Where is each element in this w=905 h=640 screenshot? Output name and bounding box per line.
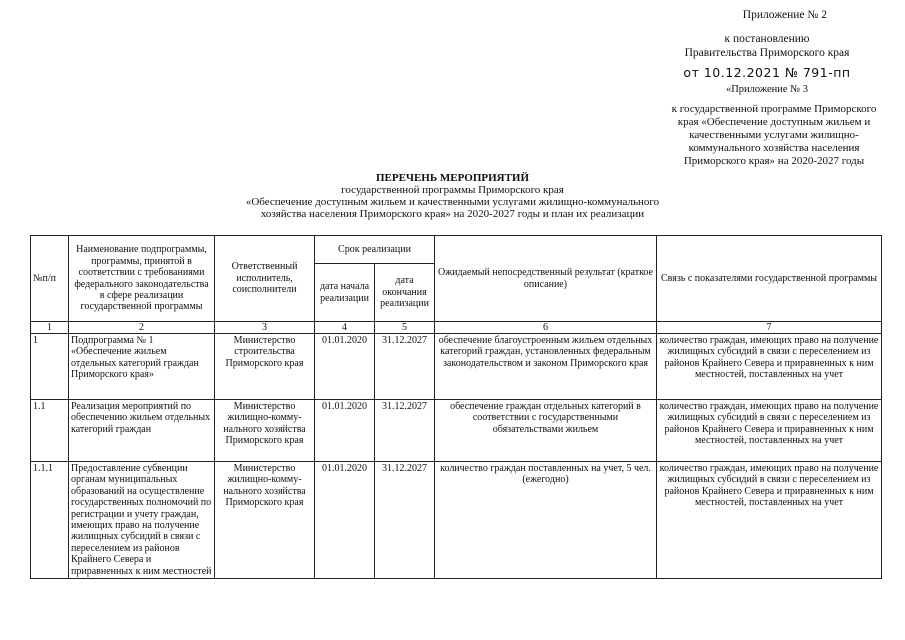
col-number: 1	[31, 322, 69, 334]
appendix3-label: «Приложение № 3	[725, 84, 809, 95]
header-name: Наименование подпрограммы, программы, принятой в соответствии с требованиями федерального законодательства в сфере реализации государственной программы	[69, 236, 215, 322]
row-end: 31.12.2027	[375, 400, 435, 462]
row-num: 1	[31, 334, 69, 400]
header-end: дата окончания реализации	[375, 264, 435, 322]
row-name: Подпрограмма № 1 «Обеспечение жильем отдельных категорий граждан Приморского края»	[69, 334, 215, 400]
row-name: Реализация мероприятий по обеспечению жильем отдельных категорий граждан	[69, 400, 215, 462]
title-line-2: «Обеспечение доступным жильем и качественными услугами жилищно-коммунального	[245, 196, 660, 208]
col-number: 2	[69, 322, 215, 334]
title-main: ПЕРЕЧЕНЬ МЕРОПРИЯТИЙ	[375, 172, 530, 184]
row-start: 01.01.2020	[315, 334, 375, 400]
row-result: обеспечение граждан отдельных категорий в соответствии с государственными обязательствами жильем	[435, 400, 657, 462]
to-resolution-label: к постановлению	[724, 33, 810, 45]
row-end: 31.12.2027	[375, 334, 435, 400]
column-numbers-row	[31, 322, 882, 334]
document-title	[0, 172, 905, 220]
row-link: количество граждан, имеющих право на получение жилищных субсидий в связи с переселением из районов Крайнего Севера и приравненных к ним местностей, поставленных на учет	[657, 462, 882, 579]
row-name: Предоставление субвенции органам муниципальных образований на осуществление государственных полномочий по регистрации и учету граждан, имеющих право на получение жилищных субсидий в связи с переселением из районов Крайнего Севера и приравненных к ним местностей	[69, 462, 215, 579]
row-start: 01.01.2020	[315, 400, 375, 462]
row-responsible: Министерство жилищно-комму-нального хозяйства Приморского края	[215, 400, 315, 462]
header-num: №п/п	[31, 236, 69, 322]
header-link: Связь с показателями государственной программы	[657, 236, 882, 322]
row-link: количество граждан, имеющих право на получение жилищных субсидий в связи с переселением из районов Крайнего Севера и приравненных к ним местностей, поставленных на учет	[657, 334, 882, 400]
col-number: 6	[435, 322, 657, 334]
resolution-date: от 10.12.2021 № 791-пп	[683, 65, 851, 80]
table-row	[31, 462, 882, 579]
title-line-3: хозяйства населения Приморского края» на 2020-2027 годы и план их реализации	[260, 208, 645, 220]
table-row	[31, 334, 882, 400]
row-link: количество граждан, имеющих право на получение жилищных субсидий в связи с переселением из районов Крайнего Севера и приравненных к ним местностей, поставленных на учет	[657, 400, 882, 462]
program-note: к государственной программе Приморского края «Обеспечение доступным жильем и качественными услугами жилищно-коммунального хозяйства населения Приморского края» на 2020-2027 годы	[671, 103, 877, 167]
header-responsible: Ответственный исполнитель, соисполнители	[215, 236, 315, 322]
row-responsible: Министерство строительства Приморского края	[215, 334, 315, 400]
row-result: количество граждан поставленных на учет, 5 чел. (ежегодно)	[435, 462, 657, 579]
measures-table	[30, 235, 882, 579]
title-line-1: государственной программы Приморского края	[341, 184, 564, 196]
row-start: 01.01.2020	[315, 462, 375, 579]
approval-block	[647, 8, 887, 97]
col-number: 4	[315, 322, 375, 334]
appendix-label: Приложение № 2	[742, 9, 827, 21]
col-number: 5	[375, 322, 435, 334]
row-num: 1.1	[31, 400, 69, 462]
row-result: обеспечение благоустроенным жильем отдельных категорий граждан, установленных федеральным законодательством и законом Приморского края	[435, 334, 657, 400]
row-num: 1.1.1	[31, 462, 69, 579]
header-result: Ожидаемый непосредственный результат (краткое описание)	[435, 236, 657, 322]
col-number: 3	[215, 322, 315, 334]
row-end: 31.12.2027	[375, 462, 435, 579]
header-row-1	[31, 236, 882, 264]
row-responsible: Министерство жилищно-комму-нального хозяйства Приморского края	[215, 462, 315, 579]
government-label: Правительства Приморского края	[684, 47, 850, 59]
header-start: дата начала реализации	[315, 264, 375, 322]
col-number: 7	[657, 322, 882, 334]
table-row	[31, 400, 882, 462]
header-period: Срок реализации	[315, 236, 435, 264]
